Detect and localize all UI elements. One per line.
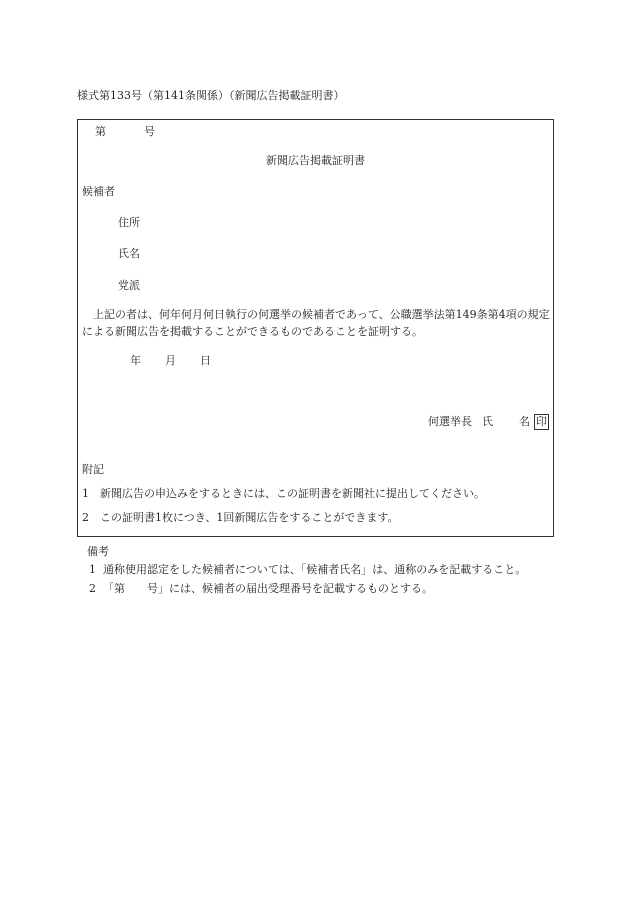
appendix-item-text: この証明書1枚につき、1回新聞広告をすることができます。 xyxy=(100,511,399,524)
field-address-label: 住所 xyxy=(118,216,140,229)
note-item xyxy=(89,561,526,577)
issuer-line xyxy=(428,413,549,430)
number-prefix: 第 xyxy=(95,125,106,138)
issuer-name-1: 氏 xyxy=(482,415,493,428)
issuer-name-2: 名 xyxy=(519,415,530,428)
certificate-body: 上記の者は、何年何月何日執行の何選挙の候補者であって、公職選挙法第149条第4項の規定による新聞広告を掲載することができるものであることを証明する。 xyxy=(82,308,550,338)
note-item xyxy=(89,580,433,596)
date-month: 月 xyxy=(165,354,176,367)
issuer-title: 何選挙長 xyxy=(428,415,472,428)
certificate-frame xyxy=(77,119,554,537)
form-label: 様式第133号（第141条関係）（新聞広告掲載証明書） xyxy=(77,89,345,102)
date-year: 年 xyxy=(130,354,141,367)
field-name-label: 氏名 xyxy=(118,247,140,260)
date-day: 日 xyxy=(200,354,211,367)
seal-box: 印 xyxy=(536,415,547,428)
note-item-text: 「第 号」には、候補者の届出受理番号を記載するものとする。 xyxy=(103,582,433,595)
appendix-item-number: 1 xyxy=(82,487,89,500)
number-suffix: 号 xyxy=(144,125,155,138)
appendix-item xyxy=(82,485,485,501)
appendix-item-text: 新聞広告の申込みをするときには、この証明書を新聞社に提出してください。 xyxy=(100,487,485,500)
appendix-item xyxy=(82,509,398,525)
date-line xyxy=(130,352,211,368)
candidate-label: 候補者 xyxy=(82,185,115,198)
note-item-text: 通称使用認定をした候補者については、「候補者氏名」は、通称のみを記載すること。 xyxy=(103,563,527,576)
appendix-label: 附記 xyxy=(82,463,104,476)
note-item-number: 2 xyxy=(89,582,96,595)
certificate-title: 新聞広告掲載証明書 xyxy=(266,154,365,167)
appendix-item-number: 2 xyxy=(82,511,89,524)
notes-label: 備考 xyxy=(87,545,109,558)
note-item-number: 1 xyxy=(89,563,96,576)
certificate-number-line xyxy=(95,123,155,139)
field-party-label: 党派 xyxy=(118,279,140,292)
